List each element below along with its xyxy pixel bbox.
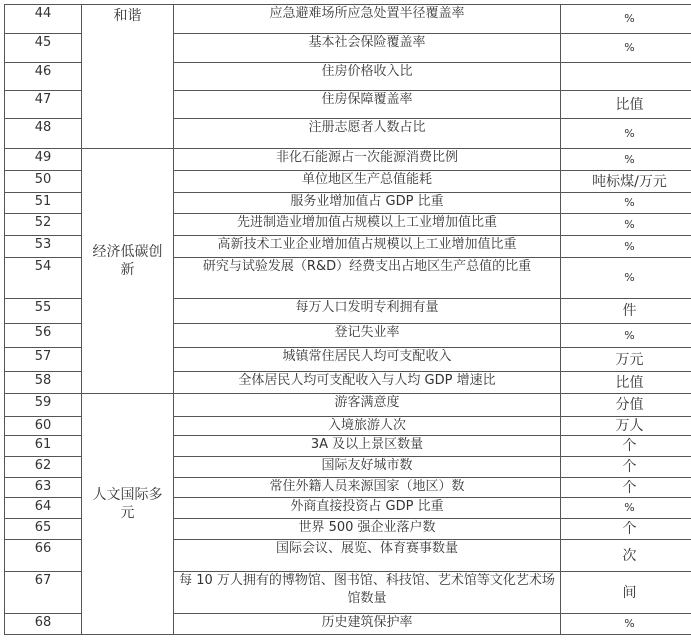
row-number: 52 <box>5 214 82 236</box>
indicator-name: 3A 及以上景区数量 <box>174 436 561 457</box>
unit-cell: 个 <box>561 519 691 540</box>
unit-cell: 分值 <box>561 394 691 417</box>
row-number: 62 <box>5 457 82 478</box>
unit-cell: % <box>561 5 691 34</box>
row-number: 58 <box>5 372 82 394</box>
unit-cell: 件 <box>561 299 691 324</box>
indicator-name: 住房价格收入比 <box>174 63 561 91</box>
indicator-name: 单位地区生产总值能耗 <box>174 171 561 193</box>
indicator-name: 应急避难场所应急处置半径覆盖率 <box>174 5 561 34</box>
unit-cell: 个 <box>561 478 691 498</box>
indicator-name: 常住外籍人员来源国家（地区）数 <box>174 478 561 498</box>
unit-cell: % <box>561 498 691 519</box>
unit-cell: 次 <box>561 540 691 572</box>
unit-cell: % <box>561 258 691 299</box>
unit-cell <box>561 63 691 91</box>
unit-cell: % <box>561 324 691 348</box>
category-cell: 人文国际多元 <box>82 394 174 635</box>
indicator-name: 基本社会保险覆盖率 <box>174 34 561 63</box>
unit-cell: % <box>561 149 691 171</box>
row-number: 65 <box>5 519 82 540</box>
indicator-table <box>4 4 691 635</box>
unit-cell: % <box>561 614 691 635</box>
indicator-name: 每 10 万人拥有的博物馆、图书馆、科技馆、艺术馆等文化艺术场馆数量 <box>174 572 561 614</box>
unit-cell: 比值 <box>561 372 691 394</box>
unit-cell: 个 <box>561 436 691 457</box>
row-number: 56 <box>5 324 82 348</box>
indicator-name: 注册志愿者人数占比 <box>174 119 561 149</box>
indicator-name: 国际会议、展览、体育赛事数量 <box>174 540 561 572</box>
unit-cell: % <box>561 34 691 63</box>
unit-cell: % <box>561 119 691 149</box>
indicator-name: 入境旅游人次 <box>174 417 561 436</box>
row-number: 66 <box>5 540 82 572</box>
row-number: 61 <box>5 436 82 457</box>
row-number: 46 <box>5 63 82 91</box>
row-number: 64 <box>5 498 82 519</box>
unit-cell: % <box>561 214 691 236</box>
indicator-name: 非化石能源占一次能源消费比例 <box>174 149 561 171</box>
row-number: 49 <box>5 149 82 171</box>
row-number: 59 <box>5 394 82 417</box>
indicator-name: 住房保障覆盖率 <box>174 91 561 119</box>
unit-cell: 万元 <box>561 348 691 372</box>
indicator-name: 每万人口发明专利拥有量 <box>174 299 561 324</box>
row-number: 63 <box>5 478 82 498</box>
indicator-name: 先进制造业增加值占规模以上工业增加值比重 <box>174 214 561 236</box>
row-number: 57 <box>5 348 82 372</box>
indicator-name: 登记失业率 <box>174 324 561 348</box>
indicator-name: 世界 500 强企业落户数 <box>174 519 561 540</box>
row-number: 60 <box>5 417 82 436</box>
row-number: 67 <box>5 572 82 614</box>
category-cell: 和谐 <box>82 5 174 149</box>
category-cell: 经济低碳创新 <box>82 149 174 394</box>
unit-cell: 万人 <box>561 417 691 436</box>
indicator-name: 研究与试验发展（R&D）经费支出占地区生产总值的比重 <box>174 258 561 299</box>
indicator-name: 历史建筑保护率 <box>174 614 561 635</box>
indicator-name: 高新技术工业企业增加值占规模以上工业增加值比重 <box>174 236 561 258</box>
unit-cell: 间 <box>561 572 691 614</box>
unit-cell: % <box>561 236 691 258</box>
indicator-name: 游客满意度 <box>174 394 561 417</box>
row-number: 54 <box>5 258 82 299</box>
indicator-table-body <box>5 5 691 635</box>
unit-cell: 个 <box>561 457 691 478</box>
row-number: 45 <box>5 34 82 63</box>
row-number: 44 <box>5 5 82 34</box>
table-row <box>5 149 691 171</box>
row-number: 50 <box>5 171 82 193</box>
row-number: 55 <box>5 299 82 324</box>
indicator-name: 城镇常住居民人均可支配收入 <box>174 348 561 372</box>
unit-cell: % <box>561 193 691 214</box>
unit-cell: 吨标煤/万元 <box>561 171 691 193</box>
row-number: 47 <box>5 91 82 119</box>
indicator-name: 全体居民人均可支配收入与人均 GDP 增速比 <box>174 372 561 394</box>
indicator-name: 外商直接投资占 GDP 比重 <box>174 498 561 519</box>
row-number: 53 <box>5 236 82 258</box>
indicator-name: 服务业增加值占 GDP 比重 <box>174 193 561 214</box>
table-row <box>5 5 691 34</box>
row-number: 51 <box>5 193 82 214</box>
unit-cell: 比值 <box>561 91 691 119</box>
row-number: 48 <box>5 119 82 149</box>
row-number: 68 <box>5 614 82 635</box>
table-row <box>5 394 691 417</box>
indicator-name: 国际友好城市数 <box>174 457 561 478</box>
